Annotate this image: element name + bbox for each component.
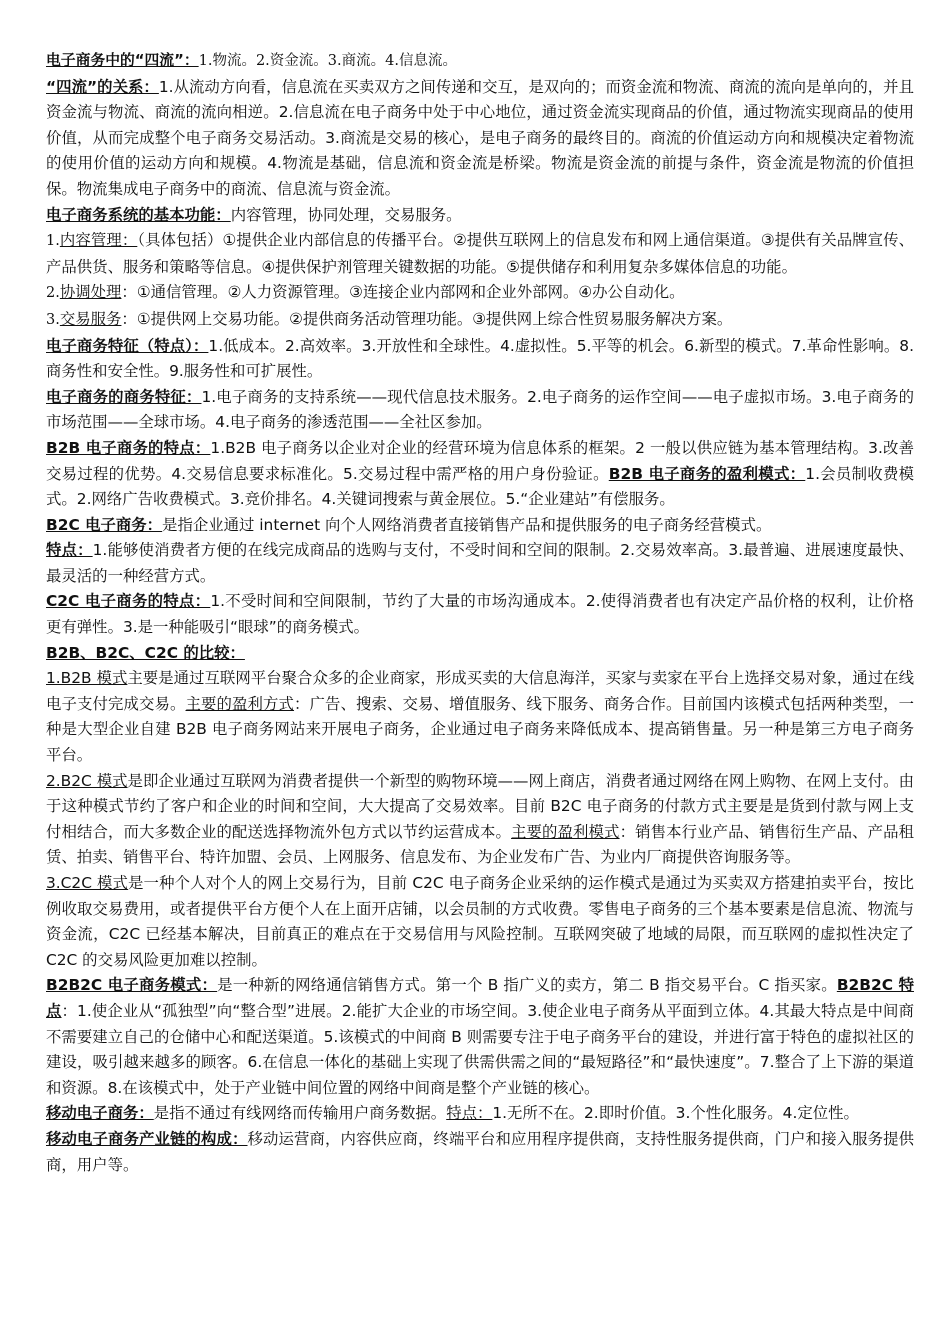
number-content-management: 1. — [46, 233, 60, 250]
paragraph-c2c-features — [46, 589, 914, 640]
heading-four-flows: 电子商务中的“四流”： — [46, 52, 199, 69]
number-coordination: 2. — [46, 285, 60, 302]
paragraph-four-flows — [46, 48, 914, 75]
label-mobile-features: 特点： — [446, 1104, 493, 1123]
paragraph-b2c-definition — [46, 513, 914, 539]
text-mobile-commerce: 是指不通过有线网络而传输用户商务数据。 — [153, 1104, 447, 1123]
heading-mobile-chain: 移动电子商务产业链的构成： — [46, 1129, 248, 1148]
label-c2c-mode: 3.C2C 模式 — [46, 874, 129, 892]
number-trade-service: 3. — [46, 311, 60, 328]
heading-b2c-features: 特点： — [46, 541, 93, 560]
text-b2c-features: 1.能够使消费者方便的在线完成商品的选购与支付，不受时间和空间的限制。2.交易效率高。3.最普遍、进展速度最快、最灵活的一种经营方式。 — [46, 541, 914, 585]
paragraph-four-flows-relation — [46, 75, 914, 203]
paragraph-features — [46, 334, 914, 385]
text-coordination: ：①通信管理。②人力资源管理。③连接企业内部网和企业外部网。④办公自动化。 — [121, 283, 685, 302]
heading-c2c-features: C2C 电子商务的特点： — [46, 592, 211, 611]
paragraph-b2b-mode — [46, 666, 914, 768]
label-b2b-profit-method: 主要的盈利方式 — [185, 694, 295, 713]
paragraph-b2c-mode — [46, 769, 914, 871]
paragraph-comparison-heading — [46, 641, 914, 667]
text-b2b-profit: 1.会员制收费模式。2.网络广告收费模式。3.竞价排名。4.关键词搜索与黄金展位。5.“企业建站”有偿服务。 — [46, 464, 915, 509]
heading-business-features: 电子商务的商务特征： — [46, 387, 202, 406]
text-b2b2c: 是一种新的网络通信销售方式。第一个 B 指广义的卖方，第二 B 指交易平台。C 指买家。 — [217, 976, 837, 995]
heading-b2b-profit: B2B 电子商务的盈利模式： — [608, 464, 806, 483]
paragraph-b2b2c — [46, 973, 914, 1101]
text-b2c-mode: 是即企业通过互联网为消费者提供一个新型的购物环境——网上商店，消费者通过网络在网上购物、在网上支付。由于这种模式节约了客户和企业的时间和空间，大大提高了交易效率。目前 B2C 电子商务的付款方式主要是是货到付款与网上支付相结合，而大多数企业的配送选择物流外包方式以节约运营成本。 — [46, 771, 914, 841]
paragraph-mobile-chain — [46, 1127, 914, 1178]
heading-b2b-features: B2B 电子商务的特点： — [46, 438, 211, 457]
text-c2c-features: 1.不受时间和空间限制，节约了大量的市场沟通成本。2.使得消费者也有决定产品价格的权利，让价格更有弹性。3.是一种能吸引“眼球”的商务模式。 — [46, 592, 914, 637]
heading-comparison: B2B、B2C、C2C 的比较： — [46, 643, 245, 662]
paragraph-b2b-features — [46, 436, 914, 513]
heading-b2b2c: B2B2C 电子商务模式： — [46, 976, 218, 995]
heading-mobile-commerce: 移动电子商务： — [46, 1104, 154, 1123]
text-four-flows-relation: 1.从流动方向看，信息流在买卖双方之间传递和交互，是双向的；而资金流和物流、商流的流向是单向的，并且资金流与物流、商流的流向相逆。2.信息流在电子商务中处于中心地位，通过资金流实现商品的价值，通过物流实现商品的使用价值，从而完成整个电子商务交易活动。3.商流是交易的核心，是电子商务的最终目的。商流的价值运动方向和规模决定着物流的使用价值的运动方向和规模。4.物流是基础，信息流和资金流是桥梁。物流是资金流的前提与条件，资金流是物流的价值担保。物流集成电子商务中的商流、信息流与资金流。 — [46, 77, 914, 198]
text-basic-functions: 内容管理，协同处理，交易服务。 — [230, 205, 462, 224]
text-b2c-profit-mode: ：销售本行业产品、销售衍生产品、产品租赁、拍卖、销售平台、特许加盟、会员、上网服务、信息发布、为企业发布广告、为业内厂商提供咨询服务等。 — [46, 822, 914, 867]
text-b2b-mode: 主要是通过互联网平台聚合众多的企业商家，形成买卖的大信息海洋，买家与卖家在平台上选择交易对象，通过在线电子支付完成交易。 — [46, 669, 914, 713]
label-b2c-profit-mode: 主要的盈利模式 — [511, 822, 620, 841]
label-b2b-mode: 1.B2B 模式 — [46, 669, 128, 688]
text-b2b-profit-method: ：广告、搜索、交易、增值服务、线下服务、商务合作。目前国内该模式包括两种类型，一种是大型企业自建 B2B 电子商务网站来开展电子商务，企业通过电子商务来降低成本、提高销售量。另一种是第三方电子商务平台。 — [46, 694, 914, 765]
text-b2b-features: 1.B2B 电子商务以企业对企业的经营环境为信息体系的框架。2 一般以供应链为基本管理结构。3.改善交易过程的优势。4.交易信息要求标准化。5.交易过程中需严格的用户身份验证。 — [46, 438, 915, 483]
paragraph-coordination — [46, 280, 914, 307]
label-content-management: 内容管理： — [59, 231, 138, 250]
text-b2b2c-features: ：1.使企业从“孤独型”向“整合型”进展。2.能扩大企业的市场空间。3.使企业电子商务从平面到立体。4.其最大特点是中间商不需要建立自己的仓储中心和配送渠道。5.该模式的中间商 B 则需要专注于电子商务平台的建设，并进行富于特色的虚拟社区的建设，吸引越来越多的顾客。6.在信息一体化的基础上实现了供需供需之间的“最短路径”和“最快速度”。7.整合了上下游的渠道和资源。8.在该模式中，处于产业链中间位置的网络中间商是整个产业链的核心。 — [46, 1001, 914, 1097]
text-mobile-features: 1.无所不在。2.即时价值。3.个性化服务。4.定位性。 — [492, 1104, 859, 1123]
label-coordination: 协调处理 — [59, 283, 122, 302]
heading-basic-functions: 电子商务系统的基本功能： — [46, 205, 231, 224]
paragraph-business-features — [46, 385, 914, 436]
document-body — [46, 48, 914, 1178]
heading-four-flows-relation: “四流”的关系： — [46, 77, 159, 96]
text-content-management: （具体包括）①提供企业内部信息的传播平台。②提供互联网上的信息发布和网上通信渠道。③提供有关品牌宣传、产品供货、服务和策略等信息。④提供保护剂管理关键数据的功能。⑤提供储存和利用复杂多媒体信息的功能。 — [46, 231, 914, 276]
paragraph-c2c-mode — [46, 871, 914, 973]
text-c2c-mode: 是一种个人对个人的网上交易行为，目前 C2C 电子商务企业采纳的运作模式是通过为买卖双方搭建拍卖平台，按比例收取交易费用，或者提供平台方便个人在上面开店铺，以会员制的方式收费。零售电子商务的三个基本要素是信息流、物流与资金流，C2C 已经基本解决，目前真正的难点在于交易信用与风险控制。互联网突破了地域的局限，而互联网的虚拟性决定了 C2C 的交易风险更加难以控制。 — [46, 874, 914, 969]
label-b2c-mode: 2.B2C 模式 — [46, 771, 128, 790]
label-trade-service: 交易服务 — [59, 309, 122, 328]
text-business-features: 1.电子商务的支持系统——现代信息技术服务。2.电子商务的运作空间——电子虚拟市场。3.电子商务的市场范围——全球市场。4.电子商务的渗透范围——全社区参加。 — [46, 387, 914, 432]
paragraph-mobile-commerce — [46, 1101, 914, 1127]
text-mobile-chain: 移动运营商，内容供应商，终端平台和应用程序提供商，支持性服务提供商，门户和接入服务提供商，用户等。 — [46, 1129, 914, 1174]
text-four-flows: 1.物流。2.资金流。3.商流。4.信息流。 — [198, 53, 457, 69]
paragraph-content-management — [46, 228, 914, 280]
heading-b2b2c-features: B2B2C 特点 — [46, 976, 914, 1020]
text-trade-service: ：①提供网上交易功能。②提供商务活动管理功能。③提供网上综合性贸易服务解决方案。 — [121, 309, 733, 328]
paragraph-b2c-features — [46, 538, 914, 589]
text-b2c-definition: 是指企业通过 internet 向个人网络消费者直接销售产品和提供服务的电子商务经营模式。 — [162, 515, 772, 534]
paragraph-trade-service — [46, 307, 914, 334]
paragraph-basic-functions — [46, 203, 914, 229]
heading-b2c-definition: B2C 电子商务： — [46, 515, 163, 534]
text-features: 1.低成本。2.高效率。3.开放性和全球性。4.虚拟性。5.平等的机会。6.新型的模式。7.革命性影响。8.商务性和安全性。9.服务性和可扩展性。 — [46, 336, 914, 381]
heading-features: 电子商务特征（特点）： — [46, 336, 209, 355]
